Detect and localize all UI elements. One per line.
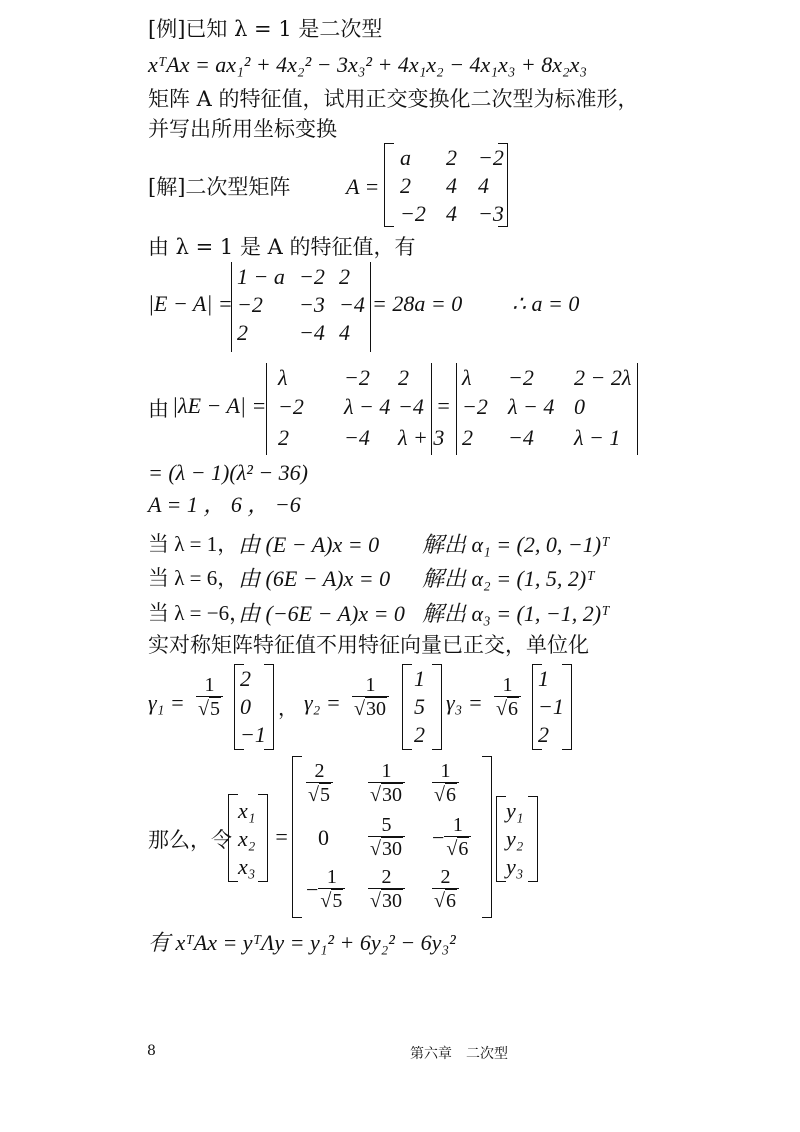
Q-sqrt: √6 bbox=[434, 890, 456, 912]
char-det-2-left-bar bbox=[456, 363, 457, 455]
gamma-label: γ₂ = bbox=[304, 690, 341, 715]
Q-radicand: 6 bbox=[445, 890, 456, 912]
Q-cell bbox=[432, 814, 471, 861]
det-rhs: = 28a = 0 bbox=[372, 291, 463, 316]
gamma-radicand: 30 bbox=[365, 698, 386, 720]
gamma-vector bbox=[234, 664, 274, 750]
gamma-numerator: 1 bbox=[502, 674, 513, 696]
det-E-A-cell: 4 bbox=[339, 320, 350, 345]
char-det-2-cell: λ bbox=[462, 365, 472, 390]
case-when: 当 λ = 1， bbox=[148, 532, 239, 556]
char-det-2-cell: −2 bbox=[462, 394, 488, 419]
Q-denominator bbox=[444, 836, 471, 861]
example-title-line bbox=[148, 14, 382, 44]
matrix-A-cell: 2 bbox=[400, 173, 411, 198]
page-number: 8 bbox=[147, 1043, 156, 1059]
char-det-2 bbox=[456, 363, 638, 455]
gamma-radicand: 6 bbox=[507, 698, 518, 720]
gamma-vector-cell: 2 bbox=[240, 666, 251, 691]
Q-fraction bbox=[368, 814, 405, 861]
gamma-fraction bbox=[352, 674, 389, 721]
orthogonal-matrix-Q bbox=[292, 756, 492, 918]
case-solution: 解出 α₃ = (1, −1, 2)ᵀ bbox=[422, 601, 610, 626]
matrix-A-cell: 4 bbox=[446, 173, 457, 198]
Q-cell bbox=[368, 866, 405, 913]
gamma-label: γ₃ = bbox=[446, 690, 483, 715]
char-poly-lhs: |λE − A| = bbox=[172, 393, 267, 418]
case-equation: 由 (6E − A)x = 0 bbox=[238, 566, 391, 591]
gamma-vector-cell: 1 bbox=[414, 666, 425, 691]
det-E-A-cell: −2 bbox=[299, 264, 325, 289]
char-poly-prefix: 由 bbox=[148, 397, 169, 421]
gamma-numerator: 1 bbox=[204, 674, 215, 696]
matrix-A-cell: 4 bbox=[478, 173, 489, 198]
matrix-A-cell: 4 bbox=[446, 201, 457, 226]
char-det-1-cell: −4 bbox=[398, 394, 424, 419]
Q-numerator: 1 bbox=[452, 814, 463, 836]
gamma-vector-cell: −1 bbox=[538, 694, 564, 719]
Q-sqrt: √5 bbox=[308, 784, 330, 806]
Q-radicand: 6 bbox=[458, 838, 469, 860]
y-vector-cell: y₃ bbox=[506, 854, 524, 879]
Q-radicand: 5 bbox=[319, 784, 330, 806]
Q-numerator: 2 bbox=[314, 760, 325, 782]
gamma-denominator bbox=[352, 696, 389, 721]
Q-left-bracket bbox=[292, 756, 302, 918]
Q-numerator: 5 bbox=[381, 814, 392, 836]
matrix-A-cell: 2 bbox=[446, 145, 457, 170]
det-E-A-cell: 2 bbox=[339, 264, 350, 289]
chapter-title: 第六章 二次型 bbox=[410, 1046, 508, 1062]
Q-fraction bbox=[318, 866, 345, 913]
x-vector bbox=[228, 794, 268, 882]
Q-cell bbox=[306, 760, 333, 807]
x-vector-cell: x₃ bbox=[238, 854, 256, 879]
Q-numerator: 1 bbox=[381, 760, 392, 782]
Q-radicand: 30 bbox=[381, 784, 402, 806]
Q-fraction bbox=[368, 760, 405, 807]
Q-sqrt: √5 bbox=[320, 890, 343, 912]
Q-cell-value: 0 bbox=[318, 825, 329, 850]
x-vector-cell: x₁ bbox=[238, 798, 256, 823]
Q-numerator: 2 bbox=[381, 866, 392, 888]
x-vector-cell: x₂ bbox=[238, 826, 256, 851]
det-conclusion: ∴ a = 0 bbox=[512, 291, 580, 316]
gamma-sqrt: √30 bbox=[354, 698, 386, 720]
transform-prefix: 那么，令 bbox=[148, 828, 232, 852]
Q-denominator bbox=[318, 888, 345, 913]
Q-cell-sign: − bbox=[432, 824, 445, 850]
y-vector-right-bracket bbox=[528, 796, 538, 882]
char-det-1-left-bar bbox=[266, 363, 267, 455]
char-det-2-cell: 2 − 2λ bbox=[574, 365, 632, 390]
Q-radicand: 30 bbox=[381, 838, 402, 860]
matrix-A bbox=[384, 143, 508, 227]
Q-denominator bbox=[432, 782, 459, 807]
Q-radicand: 6 bbox=[445, 784, 456, 806]
eigenvalues: A = 1 ， 6 ， −6 bbox=[148, 492, 301, 517]
char-det-2-cell: −4 bbox=[508, 425, 534, 450]
gamma-vector-cell: 1 bbox=[538, 666, 549, 691]
det-E-A-cell: 2 bbox=[237, 320, 248, 345]
Q-sqrt: √30 bbox=[370, 784, 402, 806]
char-det-2-cell: 2 bbox=[462, 425, 473, 450]
det-E-A-cell: 1 − a bbox=[237, 264, 285, 289]
gamma-vector-cell: 2 bbox=[538, 722, 549, 747]
det-E-minus-A bbox=[231, 262, 371, 352]
Q-cell bbox=[306, 814, 329, 862]
x-vector-left-bracket bbox=[228, 794, 238, 882]
y-vector-cell: y₁ bbox=[506, 798, 524, 823]
char-det-1-cell: −2 bbox=[278, 394, 304, 419]
gamma-separator: ， bbox=[278, 698, 298, 720]
char-det-2-cell: 0 bbox=[574, 394, 585, 419]
Q-cell bbox=[368, 814, 405, 861]
transform-eq: = bbox=[274, 824, 289, 849]
char-det-1-cell: λ + 3 bbox=[398, 425, 445, 450]
gamma-vector-left-bracket bbox=[402, 664, 412, 750]
matrix-A-left-bracket bbox=[384, 143, 394, 227]
gamma-denominator bbox=[494, 696, 521, 721]
Q-denominator bbox=[306, 782, 333, 807]
Q-cell bbox=[306, 866, 345, 913]
char-poly-eq: = bbox=[436, 393, 451, 418]
case-solution: 解出 α₁ = (2, 0, −1)ᵀ bbox=[422, 532, 610, 557]
x-vector-right-bracket bbox=[258, 794, 268, 882]
y-vector-cell: y₂ bbox=[506, 826, 524, 851]
example-line4: 并写出所用坐标变换 bbox=[148, 117, 337, 141]
case-when: 当 λ = −6， bbox=[148, 601, 251, 625]
gamma-denominator bbox=[196, 696, 223, 721]
y-vector-left-bracket bbox=[496, 796, 506, 882]
char-det-1 bbox=[266, 363, 445, 455]
Q-cell bbox=[432, 760, 459, 807]
char-det-2-cell: λ − 4 bbox=[508, 394, 555, 419]
det-E-A-left-bar bbox=[231, 262, 232, 352]
Q-sqrt: √30 bbox=[370, 838, 402, 860]
gamma-coefficient bbox=[196, 674, 223, 721]
case-solution: 解出 α₂ = (1, 5, 2)ᵀ bbox=[422, 566, 595, 591]
Q-fraction bbox=[444, 814, 471, 861]
det-lhs: |E − A| = bbox=[148, 291, 233, 316]
quadratic-form: xᵀAx = ax₁² + 4x₂² − 3x₃² + 4x₁x₂ − 4x₁x₃ + 8x₂x₃ bbox=[148, 52, 588, 77]
case-equation: 由 (E − A)x = 0 bbox=[238, 532, 380, 557]
step1-text: 由 λ = 1 是 A 的特征值，有 bbox=[148, 235, 416, 259]
gamma-fraction bbox=[196, 674, 223, 721]
Q-numerator: 2 bbox=[440, 866, 451, 888]
Q-cell bbox=[432, 866, 459, 913]
Q-denominator bbox=[432, 888, 459, 913]
matrix-A-cell: −2 bbox=[400, 201, 426, 226]
gamma-vector-cell: 2 bbox=[414, 722, 425, 747]
gamma-sqrt: √5 bbox=[198, 698, 220, 720]
example-title: 已知 λ = 1 是二次型 bbox=[185, 17, 383, 41]
y-vector bbox=[496, 796, 538, 882]
gamma-vector-cell: 0 bbox=[240, 694, 251, 719]
char-det-1-cell: −4 bbox=[344, 425, 370, 450]
gamma-radicand: 5 bbox=[209, 698, 220, 720]
Q-fraction bbox=[306, 760, 333, 807]
Q-sqrt: √30 bbox=[370, 890, 402, 912]
orthogonal-note: 实对称矩阵特征值不用特征向量已正交，单位化 bbox=[148, 633, 589, 657]
Q-radicand: 5 bbox=[332, 890, 343, 912]
Q-cell bbox=[368, 760, 405, 807]
Q-cell-sign: − bbox=[306, 876, 319, 902]
example-tag: [例] bbox=[148, 17, 186, 41]
gamma-vector-cell: 5 bbox=[414, 694, 425, 719]
gamma-sqrt: √6 bbox=[496, 698, 518, 720]
char-det-1-cell: 2 bbox=[398, 365, 409, 390]
gamma-label: γ₁ = bbox=[148, 690, 185, 715]
solution-intro bbox=[148, 172, 290, 202]
char-det-1-cell: −2 bbox=[344, 365, 370, 390]
Q-radicand: 30 bbox=[381, 890, 402, 912]
case-equation: 由 (−6E − A)x = 0 bbox=[238, 601, 405, 626]
solution-tag: [解] bbox=[148, 175, 186, 199]
matrix-A-cell: −3 bbox=[478, 201, 504, 226]
det-E-A-cell: −4 bbox=[299, 320, 325, 345]
char-det-2-cell: λ − 1 bbox=[574, 425, 621, 450]
det-E-A-cell: −4 bbox=[339, 292, 365, 317]
char-det-2-right-bar bbox=[637, 363, 638, 455]
char-det-2-cell: −2 bbox=[508, 365, 534, 390]
det-E-A-right-bar bbox=[370, 262, 371, 352]
gamma-vector-right-bracket bbox=[432, 664, 442, 750]
solution-intro-text: 二次型矩阵 bbox=[185, 175, 291, 199]
factored-poly: = (λ − 1)(λ² − 36) bbox=[148, 460, 308, 485]
Q-fraction bbox=[432, 866, 459, 913]
Q-numerator: 1 bbox=[440, 760, 451, 782]
gamma-vector bbox=[532, 664, 572, 750]
Q-fraction bbox=[368, 866, 405, 913]
char-det-1-cell: 2 bbox=[278, 425, 289, 450]
gamma-vector bbox=[402, 664, 442, 750]
char-det-1-cell: λ bbox=[278, 365, 288, 390]
gamma-coefficient bbox=[352, 674, 389, 721]
Q-fraction bbox=[432, 760, 459, 807]
Q-sqrt: √6 bbox=[446, 838, 469, 860]
Q-numerator: 1 bbox=[326, 866, 337, 888]
char-det-1-cell: λ − 4 bbox=[344, 394, 391, 419]
matrix-A-cell: −2 bbox=[478, 145, 504, 170]
standard-form-result: 有 xᵀAx = yᵀΛy = y₁² + 6y₂² − 6y₃² bbox=[148, 930, 456, 955]
Q-denominator bbox=[368, 782, 405, 807]
example-line3: 矩阵 A 的特征值，试用正交变换化二次型为标准形， bbox=[148, 87, 639, 111]
gamma-fraction bbox=[494, 674, 521, 721]
det-E-A-cell: −2 bbox=[237, 292, 263, 317]
Q-denominator bbox=[368, 836, 405, 861]
gamma-numerator: 1 bbox=[365, 674, 376, 696]
Q-right-bracket bbox=[482, 756, 492, 918]
matrix-A-cell: a bbox=[400, 145, 411, 170]
Q-sqrt: √6 bbox=[434, 784, 456, 806]
case-when: 当 λ = 6， bbox=[148, 566, 239, 590]
det-E-A-cell: −3 bbox=[299, 292, 325, 317]
Q-denominator bbox=[368, 888, 405, 913]
gamma-vector-cell: −1 bbox=[240, 722, 266, 747]
matrix-A-label: A = bbox=[346, 174, 380, 199]
gamma-coefficient bbox=[494, 674, 521, 721]
